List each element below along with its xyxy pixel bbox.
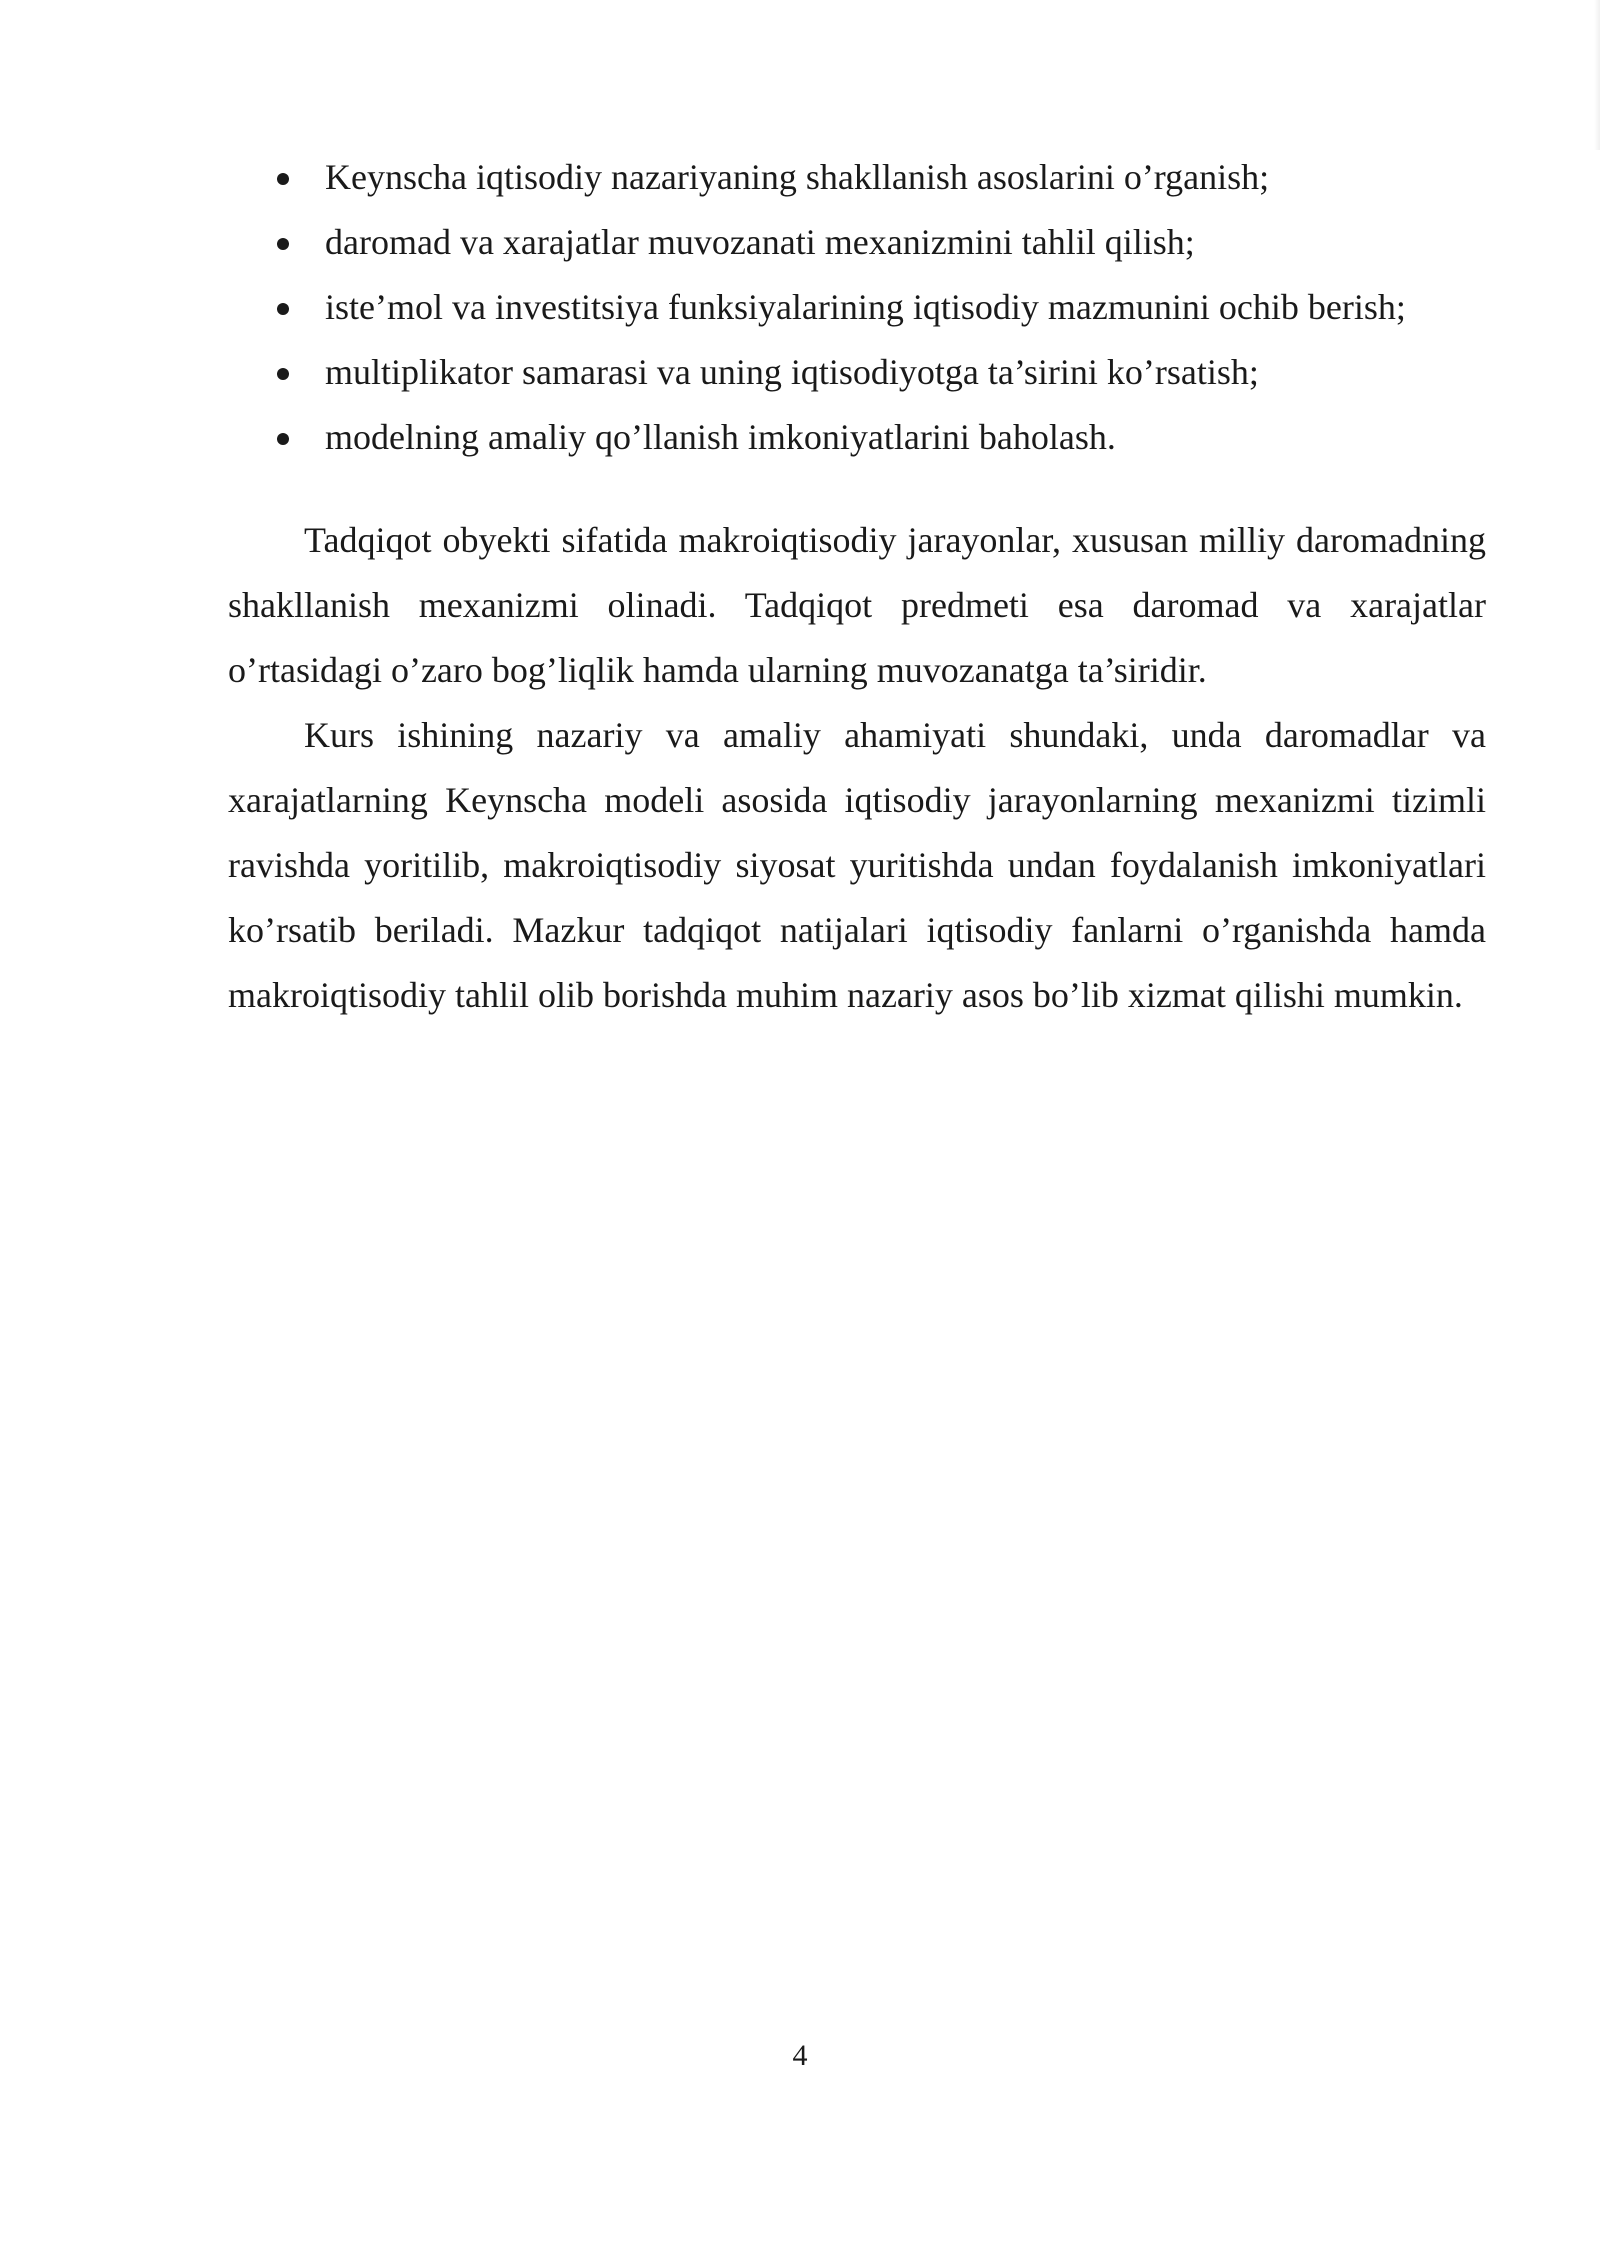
bullet-item xyxy=(228,340,1486,405)
significance-paragraph: Kurs ishining nazariy va amaliy ahamiyati shundaki, unda daromadlar va xarajatlarning Keynscha modeli asosida iqtisodiy jarayonlarning mexanizmi tizimli ravishda yoritilib, makroiqtisodiy siyosat yuritishda undan foydalanish imkoniyatlari ko’rsatib beriladi. Mazkur tadqiqot natijalari iqtisodiy fanlarni o’rganishda hamda makroiqtisodiy tahlil olib borishda muhim nazariy asos bo’lib xizmat qilishi mumkin. xyxy=(228,715,1486,1015)
bullet-dot-icon xyxy=(277,238,289,250)
bullet-text: Keynscha iqtisodiy nazariyaning shakllanish asoslarini o’rganish; xyxy=(325,157,1270,197)
research-object-paragraph: Tadqiqot obyekti sifatida makroiqtisodiy jarayonlar, xususan milliy daromadning shakllanish mexanizmi olinadi. Tadqiqot predmeti esa daromad va xarajatlar o’rtasidagi o’zaro bog’liqlik hamda ularning muvozanatga ta’siridir. xyxy=(228,520,1486,690)
bullet-item xyxy=(228,405,1486,470)
bullet-text: modelning amaliy qo’llanish imkoniyatlarini baholash. xyxy=(325,417,1116,457)
bullet-dot-icon xyxy=(277,368,289,380)
bullet-item xyxy=(228,210,1486,275)
bullet-dot-icon xyxy=(277,303,289,315)
page-content xyxy=(228,145,1486,1028)
page-edge-shadow xyxy=(1594,0,1600,150)
page-number: 4 xyxy=(792,2039,808,2072)
bullet-text: daromad va xarajatlar muvozanati mexanizmini tahlil qilish; xyxy=(325,222,1195,262)
bullet-text: iste’mol va investitsiya funksiyalarining iqtisodiy mazmunini ochib berish; xyxy=(325,287,1406,327)
bullet-dot-icon xyxy=(277,433,289,445)
bullet-item xyxy=(228,145,1486,210)
bullet-dot-icon xyxy=(277,173,289,185)
bullet-item xyxy=(228,275,1486,340)
objectives-bullet-list xyxy=(228,145,1486,470)
bullet-text: multiplikator samarasi va uning iqtisodiyotga ta’sirini ko’rsatish; xyxy=(325,352,1259,392)
